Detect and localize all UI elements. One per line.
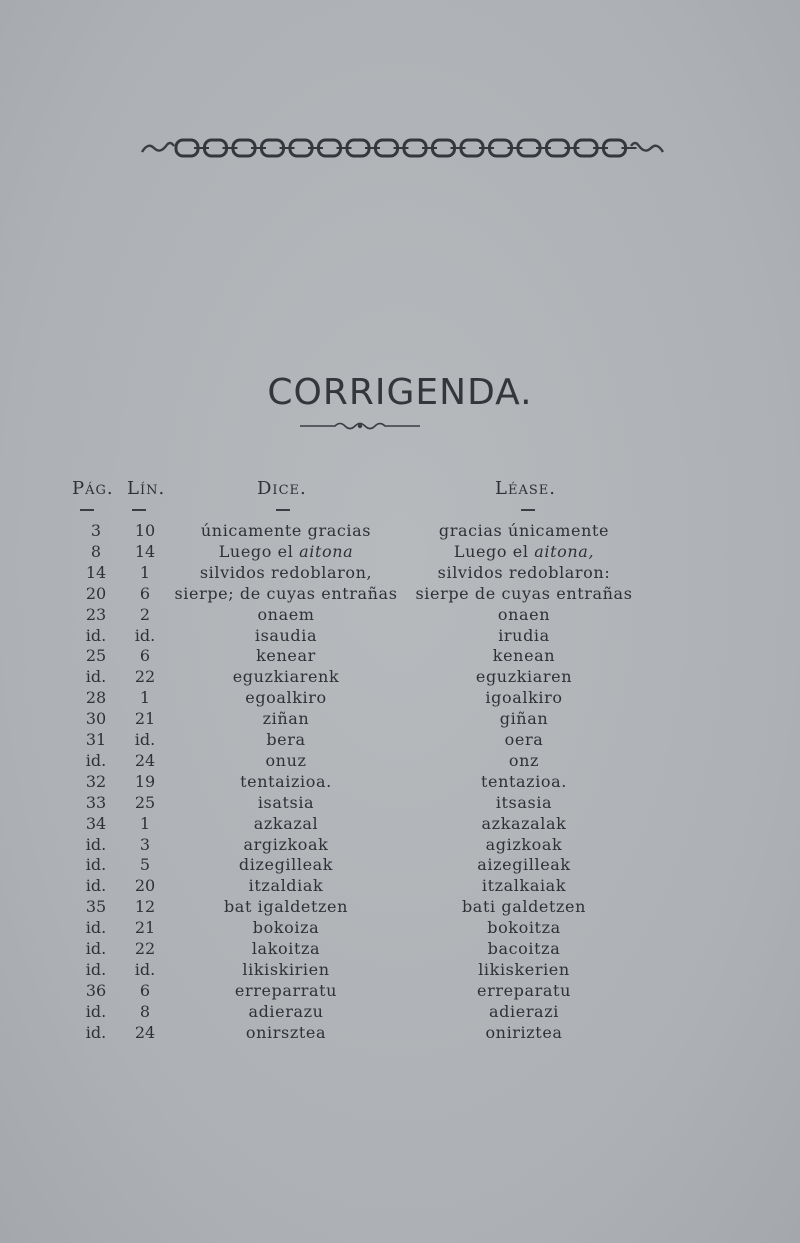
table-row [0,584,800,606]
cell-dice: dizegilleak [238,855,334,875]
cell-dice: likiskirien [242,959,330,979]
title-flourish [300,420,420,432]
cell-lin: 14 [134,541,156,561]
cell-lease: sierpe de cuyas entrañas [415,583,633,603]
cell-lin: 22 [134,667,156,687]
cell-lease: aizegilleak [477,855,571,875]
table-row [0,521,800,543]
table-row [0,855,800,877]
cell-dice: itzaldiak [248,876,324,896]
table-row [0,542,800,564]
cell-pag: id. [85,855,107,875]
cell-lin: 5 [139,855,151,875]
cell-pag: 31 [85,730,107,749]
cell-lin: 1 [139,562,151,582]
cell-lease: agizkoak [485,834,563,854]
table-row [0,772,800,794]
cell-lin: 20 [134,876,156,896]
cell-dice: eguzkiarenk [232,667,340,687]
cell-pag: 3 [90,521,102,540]
table-row [0,897,800,919]
cell-lease: bati galdetzen [461,897,587,917]
table-row [0,667,800,689]
table-row [0,814,800,836]
cell-pag: 33 [85,792,107,812]
cell-lease: oniriztea [485,1022,563,1042]
cell-dice: sierpe; de cuyas entrañas [174,583,398,603]
cell-lease: onz [508,750,540,770]
cell-lease: irudia [498,625,550,645]
cell-lease: giñan [499,709,549,729]
cell-pag: id. [85,939,107,958]
cell-pag: id. [85,834,107,854]
cell-lin: 24 [134,750,156,770]
cell-lin: 25 [134,792,156,812]
cell-dice: isaudia [254,625,318,645]
table-row [0,709,800,731]
cell-lease: igoalkiro [485,688,563,708]
cell-lease: bokoitza [487,918,561,938]
cell-pag: id. [85,750,107,770]
cell-lin: 2 [139,604,151,624]
cell-dice: bera [266,730,306,749]
cell-pag: 28 [85,688,107,708]
cell-lin: 1 [139,813,151,833]
cell-dice: egoalkiro [245,688,327,708]
cell-dice: argizkoak [243,834,329,854]
table-row [0,876,800,898]
cell-dice: adierazu [248,1001,324,1021]
chain-ornament-header [140,132,665,164]
cell-lease: silvidos redoblaron: [437,562,611,582]
table-row [0,751,800,773]
table-row [0,918,800,940]
cell-lin: id. [134,625,156,645]
table-row [0,939,800,961]
header-lin: Lín. [127,478,166,499]
table-row [0,981,800,1003]
cell-lease [364,542,684,561]
cell-lin: 3 [139,834,151,854]
cell-lin: 1 [139,688,151,708]
cell-lin: id. [134,730,156,749]
table-row [0,793,800,815]
table-row [0,1002,800,1024]
table-row [0,730,800,752]
cell-pag: id. [85,959,107,979]
table-row [0,688,800,710]
cell-pag: 34 [85,813,107,833]
cell-pag: 14 [85,562,107,582]
cell-lin: 21 [134,918,156,938]
cell-dice: tentaizioa. [240,771,332,791]
cell-lease: itsasia [495,792,553,812]
cell-pag: 35 [85,897,107,917]
cell-lin: 19 [134,771,156,791]
header-rule-pag [80,509,94,511]
cell-pag: 30 [85,709,107,729]
header-pag: Pág. [72,478,114,499]
cell-pag: 36 [85,980,107,1000]
cell-pag: id. [85,667,107,687]
cell-pag: 20 [85,583,107,603]
cell-lease: likiskerien [478,959,570,979]
cell-dice: bokoiza [252,918,320,938]
cell-dice: onirsztea [245,1022,327,1042]
table-row [0,605,800,627]
cell-dice: silvidos redoblaron, [199,562,373,582]
header-dice: Dice. [257,478,307,499]
cell-lin: 10 [134,521,156,540]
cell-lin: 6 [139,583,151,603]
table-row [0,563,800,585]
cell-pag: id. [85,918,107,938]
header-rule-lin [132,509,146,511]
cell-dice: azkazal [253,813,319,833]
cell-pag: 25 [85,646,107,666]
table-row [0,960,800,982]
cell-lease: eguzkiaren [475,667,573,687]
table-row [0,646,800,668]
cell-dice: onaem [257,604,315,624]
header-lease: Léase. [495,478,556,499]
cell-lease: oera [504,730,544,749]
cell-pag: id. [85,625,107,645]
cell-lease: onaen [497,604,551,624]
cell-lease: tentazioa. [481,771,567,791]
cell-dice: únicamente gracias [200,521,372,540]
cell-lin: id. [134,959,156,979]
cell-lin: 12 [134,897,156,917]
cell-dice: onuz [265,750,307,770]
header-rule-dice [276,509,290,511]
cell-dice: isatsia [257,792,315,812]
cell-lin: 21 [134,709,156,729]
cell-pag: id. [85,1022,107,1042]
cell-lease: kenean [492,646,556,666]
cell-lin: 8 [139,1001,151,1021]
cell-dice: bat igaldetzen [223,897,349,917]
cell-pag: 23 [85,604,107,624]
cell-lease: adierazi [489,1001,559,1021]
cell-lin: 24 [134,1022,156,1042]
table-row [0,835,800,857]
cell-dice: lakoitza [251,939,321,958]
cell-lin: 22 [134,939,156,958]
cell-lease: bacoitza [487,939,561,958]
page-title: CORRIGENDA. [267,372,533,413]
cell-lease: gracias únicamente [438,521,610,540]
cell-pag: id. [85,1001,107,1021]
cell-dice-italic: aitona [299,541,354,561]
cell-lease: itzalkaiak [481,876,567,896]
cell-pag: 8 [90,541,102,561]
cell-dice: kenear [256,646,316,666]
cell-lin: 6 [139,980,151,1000]
cell-pag: 32 [85,771,107,791]
cell-lease-italic: aitona, [534,541,595,561]
cell-lease: azkazalak [481,813,567,833]
cell-dice: erreparratu [234,980,338,1000]
table-row [0,1023,800,1045]
cell-lin: 6 [139,646,151,666]
table-row [0,626,800,648]
cell-lease: erreparatu [477,980,571,1000]
cell-dice-text: Luego el [218,541,300,561]
cell-pag: id. [85,876,107,896]
cell-dice: ziñan [262,709,310,729]
cell-lease-text: Luego el [453,541,535,561]
header-rule-lease [521,509,535,511]
